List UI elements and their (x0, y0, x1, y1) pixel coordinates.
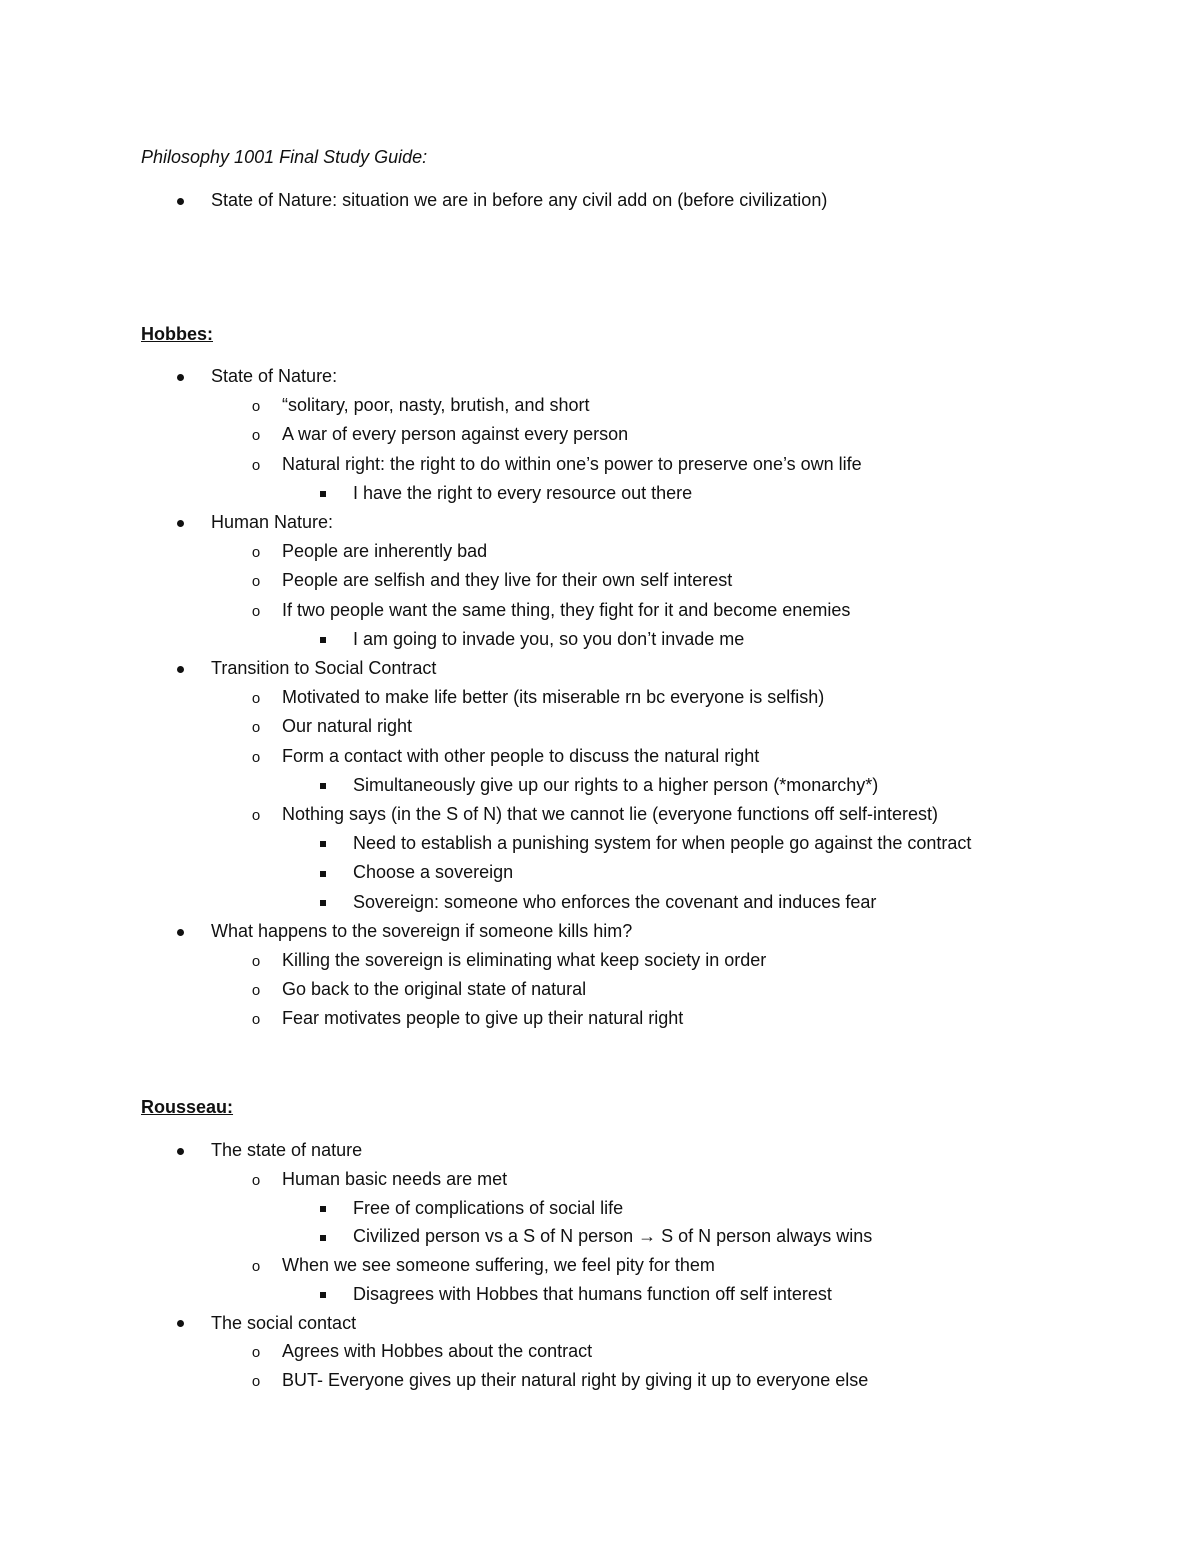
list-item: When we see someone suffering, we feel pity for them (282, 1255, 715, 1275)
list-item: BUT- Everyone gives up their natural right by giving it up to everyone else (282, 1370, 869, 1390)
list-item: Simultaneously give up our rights to a higher person (*monarchy*) (353, 774, 879, 795)
list-item: People are inherently bad (282, 541, 488, 562)
list-item: The state of nature (211, 1140, 363, 1160)
section-heading-rousseau: Rousseau: (141, 1097, 234, 1117)
list-item: Sovereign: someone who enforces the covenant and induces fear (353, 891, 877, 912)
bullet-circle-icon: o (251, 427, 261, 445)
list-item: “solitary, poor, nasty, brutish, and short (282, 395, 590, 416)
list-item: Go back to the original state of natural (282, 979, 587, 1000)
list-item: Our natural right (282, 716, 413, 737)
bullet-dot-icon (160, 365, 200, 387)
section-heading-hobbes: Hobbes: (141, 324, 213, 344)
bullet-circle-icon: o (251, 982, 261, 1000)
list-item: Human basic needs are met (282, 1168, 508, 1189)
bullet-circle-icon: o (251, 1373, 261, 1390)
bullet-square-icon (303, 832, 343, 854)
list-item: Nothing says (in the S of N) that we cannot lie (everyone functions off self-interest) (282, 804, 938, 824)
bullet-square-icon (303, 1225, 343, 1247)
list-item: What happens to the sovereign if someone kills him? (211, 920, 633, 941)
bullet-square-icon (303, 482, 343, 504)
bullet-circle-icon: o (251, 1011, 261, 1029)
list-item: Natural right: the right to do within one’s power to preserve one’s own life (282, 453, 862, 474)
bullet-circle-icon: o (251, 953, 261, 970)
bullet-square-icon (303, 891, 343, 913)
list-item: Motivated to make life better (its miserable rn bc everyone is selfish) (282, 687, 825, 708)
bullet-square-icon (303, 1283, 343, 1305)
list-item: If two people want the same thing, they fight for it and become enemies (282, 599, 851, 620)
bullet-circle-icon: o (251, 398, 261, 416)
bullet-circle-icon: o (251, 690, 261, 708)
list-item: State of Nature: situation we are in before any civil add on (before civilization) (211, 190, 828, 210)
list-item: State of Nature: (211, 366, 338, 386)
bullet-circle-icon: o (251, 1171, 261, 1189)
bullet-circle-icon: o (251, 1344, 261, 1362)
bullet-circle-icon: o (251, 748, 261, 766)
bullet-circle-icon: o (251, 807, 261, 824)
bullet-circle-icon: o (251, 573, 261, 591)
bullet-dot-icon (160, 1312, 200, 1334)
list-item: A war of every person against every person (282, 424, 629, 445)
bullet-circle-icon: o (251, 456, 261, 474)
list-item: Agrees with Hobbes about the contract (282, 1341, 593, 1362)
list-item: Civilized person vs a S of N person → S of N person always wins (353, 1226, 873, 1247)
list-item: Choose a sovereign (353, 862, 514, 883)
bullet-square-icon (303, 774, 343, 796)
bullet-square-icon (303, 1197, 343, 1219)
list-item: Killing the sovereign is eliminating what keep society in order (282, 950, 767, 970)
bullet-dot-icon (160, 1139, 200, 1161)
list-item: Need to establish a punishing system for when people go against the contract (353, 833, 972, 854)
list-item: Fear motivates people to give up their natural right (282, 1008, 684, 1029)
document-title: Philosophy 1001 Final Study Guide: (141, 147, 428, 167)
list-item: Free of complications of social life (353, 1197, 624, 1218)
bullet-dot-icon (160, 657, 200, 679)
bullet-circle-icon: o (251, 1258, 261, 1275)
bullet-dot-icon (160, 511, 200, 533)
bullet-circle-icon: o (251, 544, 261, 562)
list-item: Transition to Social Contract (211, 658, 437, 678)
bullet-dot-icon (160, 920, 200, 942)
list-item: Disagrees with Hobbes that humans function off self interest (353, 1283, 832, 1304)
bullet-circle-icon: o (251, 602, 261, 620)
list-item: Form a contact with other people to discuss the natural right (282, 745, 760, 766)
list-item: Human Nature: (211, 512, 334, 532)
list-item: People are selfish and they live for their own self interest (282, 570, 733, 591)
bullet-dot-icon (160, 189, 200, 211)
bullet-square-icon (303, 628, 343, 650)
list-item: The social contact (211, 1312, 357, 1333)
bullet-circle-icon: o (251, 719, 261, 737)
list-item: I have the right to every resource out there (353, 482, 693, 503)
bullet-square-icon (303, 861, 343, 883)
list-item: I am going to invade you, so you don’t invade me (353, 628, 745, 649)
